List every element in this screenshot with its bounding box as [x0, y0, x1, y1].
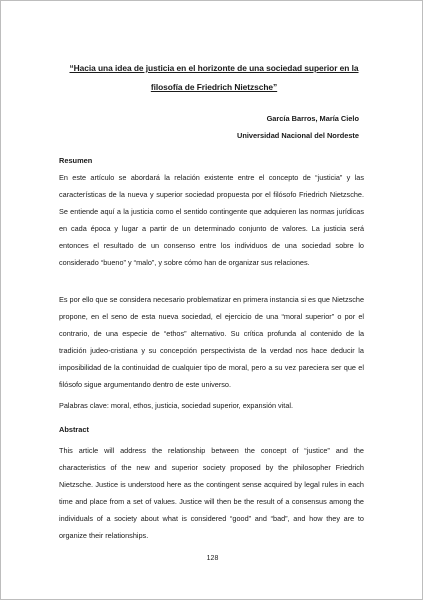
resumen-paragraph-1: En este artículo se abordará la relación existente entre el concepto de “justicia” y las características de la nueva y superior sociedad propuesta por el filósofo Friedrich Nietzsche. Se entiende aquí a la justicia como el sentido contingente que adquieren las normas jurídicas en cada época y lugar a partir de un determinado conjunto de valores. La justicia será entonces el resultado de un consenso entre los individuos de una sociedad sobre lo considerado “bueno” y “malo”, y sobre cómo han de organizar sus relaciones. — [59, 173, 364, 267]
article-title-line-1: “Hacia una idea de justicia en el horizonte de una sociedad superior en la — [69, 63, 359, 73]
article-title-line-2: filosofía de Friedrich Nietzsche” — [150, 82, 278, 92]
resumen-heading: Resumen — [59, 156, 93, 165]
keywords: Palabras clave: moral, ethos, justicia, sociedad superior, expansión vital. — [59, 401, 294, 410]
article-title — [59, 59, 369, 97]
abstract-paragraph-1: This article will address the relationship between the concept of “justice” and the characteristics of the new and superior society proposed by the philosopher Friedrich Nietzsche. Justice is understood here as the contingent sense acquired by legal rules in each time and place from a set of values. Justice will then be the result of a consensus among the individuals of a society about what is considered “good” and “bad”, and how they are to organize their relationships. — [59, 446, 364, 540]
page-number: 128 — [206, 555, 219, 562]
resumen-paragraph-2: Es por ello que se considera necesario problematizar en primera instancia si es que Nietzsche propone, en el seno de esta nueva sociedad, el ejercicio de una “moral superior” o por el contrario, de una especie de “ethos” alternativo. Su crítica profunda al contenido de la tradición judeo-cristiana y su concepción perspectivista de la verdad nos hace deducir la imposibilidad de la continuidad de cualquier tipo de moral, pero a su vez pareciera ser que el filósofo sigue argumentando dentro de este universo. — [59, 295, 365, 389]
author-block — [237, 110, 359, 144]
author-name: García Barros, María Cielo — [266, 114, 359, 123]
abstract-heading: Abstract — [59, 425, 89, 434]
author-affiliation: Universidad Nacional del Nordeste — [237, 131, 359, 140]
